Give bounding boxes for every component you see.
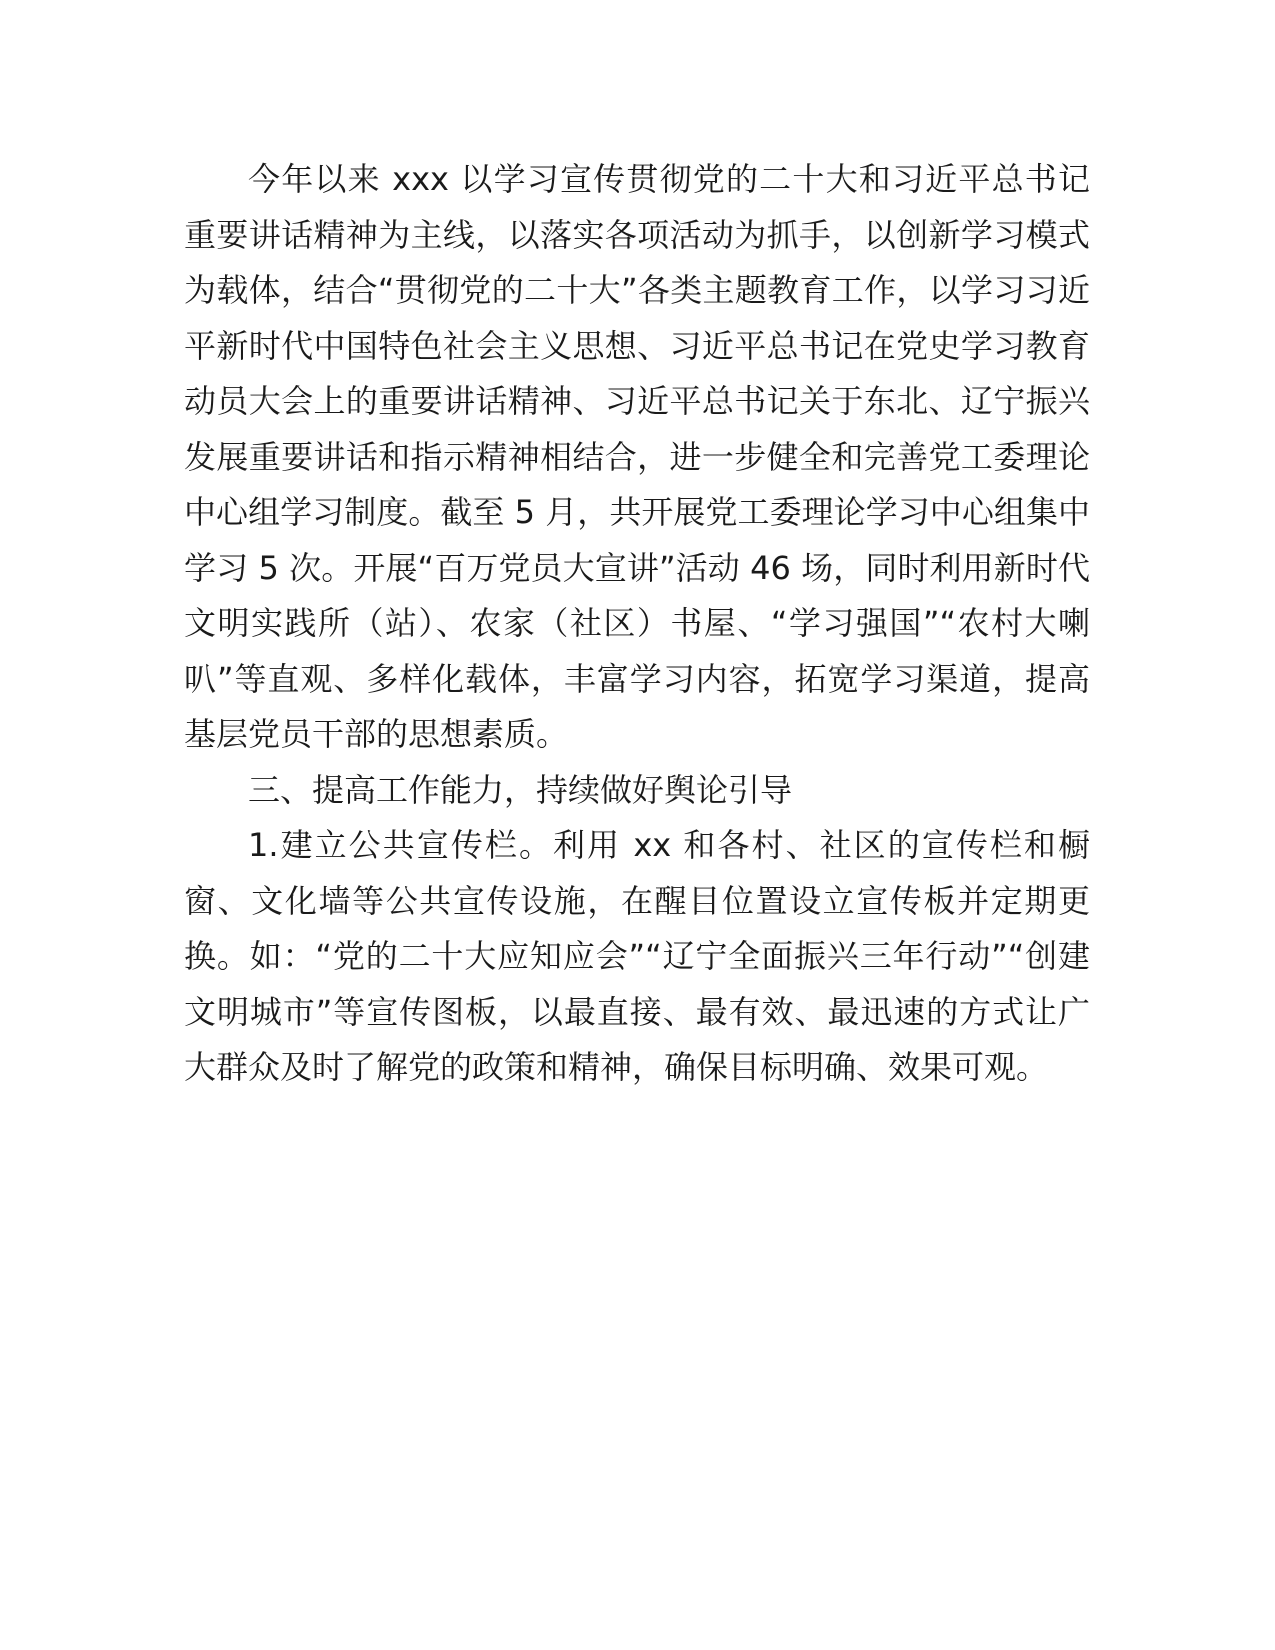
section-heading-three: 三、提高工作能力，持续做好舆论引导 bbox=[248, 770, 793, 809]
paragraph-study-summary: 今年以来 xxx 以学习宣传贯彻党的二十大和习近平总书记重要讲话精神为主线，以落实各项活动为抓手，以创新学习模式为载体，结合“贯彻党的二十大”各类主题教育工作，以学习习近平新时代中国特色社会主义思想、习近平总书记在党史学习教育动员大会上的重要讲话精神、习近平总书记关于东北、辽宁振兴发展重要讲话和指示精神相结合，进一步健全和完善党工委理论中心组学习制度。截至 5 月，共开展党工委理论学习中心组集中学习 5 次。开展“百万党员大宣讲”活动 46 场，同时利用新时代文明实践所（站）、农家（社区）书屋、“学习强国”“农村大喇叭”等直观、多样化载体，丰富学习内容，拓宽学习渠道，提高基层党员干部的思想素质。 bbox=[184, 160, 1090, 753]
paragraph-public-bulletin: 1.建立公共宣传栏。利用 xx 和各村、社区的宣传栏和橱窗、文化墙等公共宣传设施，在醒目位置设立宣传板并定期更换。如：“党的二十大应知应会”“辽宁全面振兴三年行动”“创建文明城市”等宣传图板，以最直接、最有效、最迅速的方式让广大群众及时了解党的政策和精神，确保目标明确、效果可观。 bbox=[184, 826, 1090, 1086]
document-body bbox=[184, 152, 1090, 1096]
